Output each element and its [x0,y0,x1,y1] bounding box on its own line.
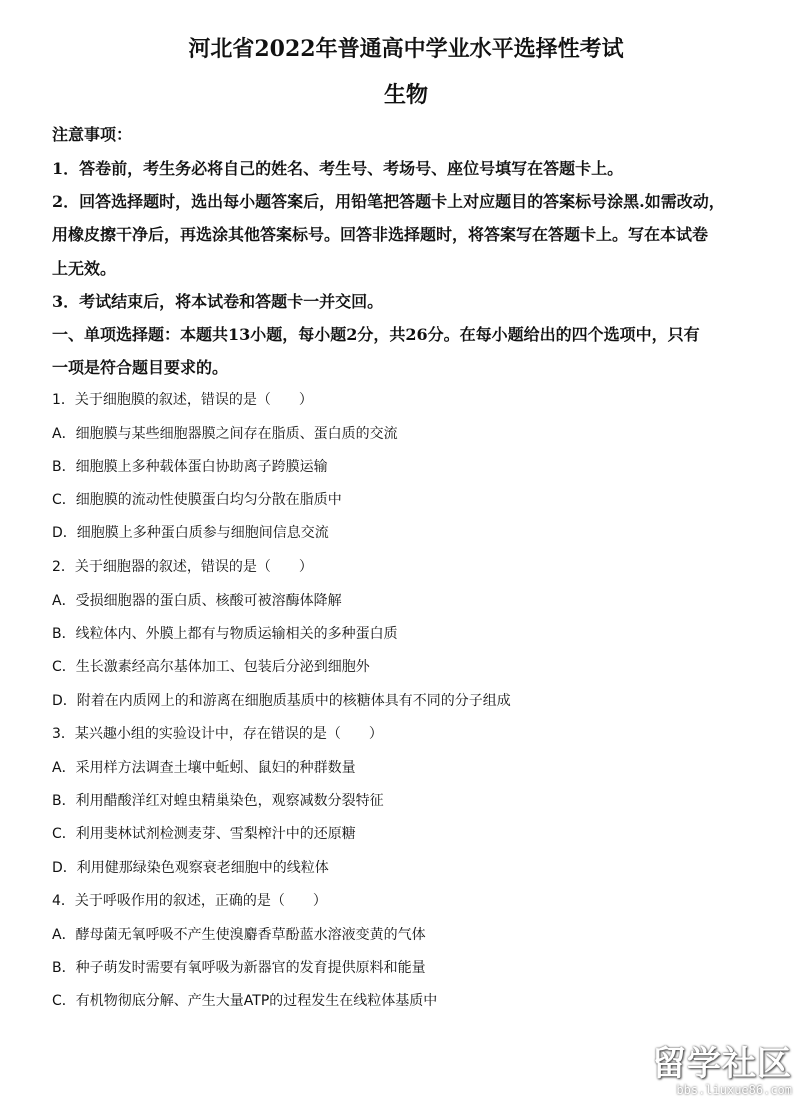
section-heading-cont: 一项是符合题目要求的。 [52,358,229,377]
question-option: B．种子萌发时需要有氧呼吸为新器官的发育提供原料和能量 [52,960,426,976]
question-option: A．采用样方法调查土壤中蚯蚓、鼠妇的种群数量 [52,760,356,776]
notice-heading: 注意事项： [52,125,133,144]
question-option: D．利用健那绿染色观察衰老细胞中的线粒体 [52,860,329,876]
watermark-logo-text: 留学社区 [652,1044,792,1084]
notice-item: 上无效。 [52,259,117,278]
section-heading: 一、单项选择题：本题共13小题，每小题2分，共26分。在每小题给出的四个选项中，只有 [52,325,700,344]
question-option: C．细胞膜的流动性使膜蛋白均匀分散在脂质中 [52,492,342,508]
site-watermark [652,1036,792,1097]
exam-title: 河北省2022年普通高中学业水平选择性考试 [188,36,624,62]
notice-item: 3．考试结束后，将本试卷和答题卡一并交回。 [52,292,384,311]
question-option: C．利用斐林试剂检测麦芽、雪梨榨汁中的还原糖 [52,826,356,842]
question-option: B．利用醋酸洋红对蝗虫精巢染色，观察减数分裂特征 [52,793,384,809]
watermark-url: bbs.liuxue86.com [676,1083,792,1097]
notice-item: 用橡皮擦干净后，再选涂其他答案标号。回答非选择题时，将答案写在答题卡上。写在本试卷 [52,225,709,244]
question-stem: 3．某兴趣小组的实验设计中，存在错误的是（ ） [52,726,383,742]
question-option: D．细胞膜上多种蛋白质参与细胞间信息交流 [52,525,329,541]
question-option: A．细胞膜与某些细胞器膜之间存在脂质、蛋白质的交流 [52,426,398,442]
question-option: C．生长激素经高尔基体加工、包装后分泌到细胞外 [52,659,370,675]
question-stem: 1．关于细胞膜的叙述，错误的是（ ） [52,392,313,408]
notice-item: 2．回答选择题时，选出每小题答案后，用铅笔把答题卡上对应题目的答案标号涂黑.如需改动， [52,192,725,211]
question-stem: 4．关于呼吸作用的叙述，正确的是（ ） [52,893,327,909]
question-stem: 2．关于细胞器的叙述，错误的是（ ） [52,559,313,575]
question-option: B．细胞膜上多种载体蛋白协助离子跨膜运输 [52,459,328,475]
notice-item: 1．答卷前，考生务必将自己的姓名、考生号、考场号、座位号填写在答题卡上。 [52,159,624,178]
question-option: A．酵母菌无氧呼吸不产生使溴麝香草酚蓝水溶液变黄的气体 [52,927,426,943]
exam-subject: 生物 [383,82,428,108]
question-option: D．附着在内质网上的和游离在细胞质基质中的核糖体具有不同的分子组成 [52,693,511,709]
question-option: C．有机物彻底分解、产生大量ATP的过程发生在线粒体基质中 [52,993,438,1009]
question-option: A．受损细胞器的蛋白质、核酸可被溶酶体降解 [52,593,342,609]
question-option: B．线粒体内、外膜上都有与物质运输相关的多种蛋白质 [52,626,398,642]
